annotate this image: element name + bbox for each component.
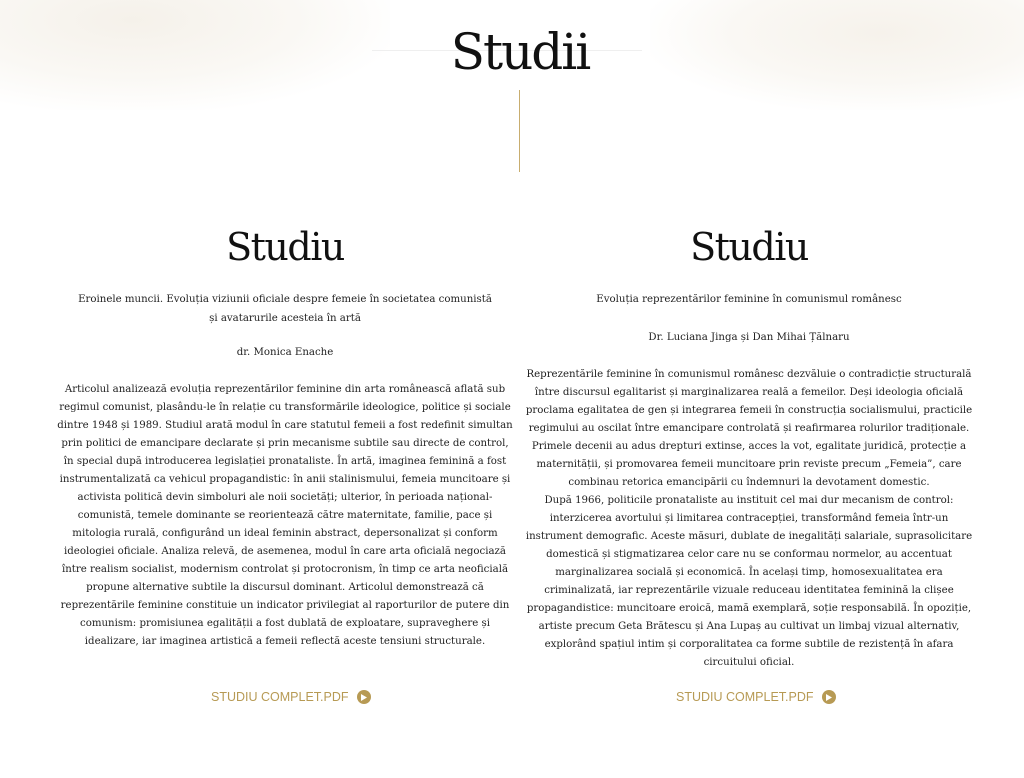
study-1-pdf-link[interactable] (211, 689, 371, 705)
study-heading: Studiu (226, 225, 344, 269)
study-card-1 (56, 226, 514, 651)
play-circle-icon (822, 690, 836, 704)
study-abstract-part-1: Reprezentările feminine în comunismul românesc dezvăluie o contradicție structurală între discursul egalitarist și marginalizarea reală a femeilor. Deși ideologia oficială proclama egalitatea de gen și integrarea femeii în construcția socialismului, practicile regimului au oscilat între emancipare controlată și reafirmarea rolurilor tradiționale. Primele decenii au adus drepturi extinse, acces la vot, egalitate juridică, protecție a maternității, și promovarea femeii muncitoare prin reviste precum „Femeia”, care combinau retorica emancipării cu îndemnuri la devotament domestic. (525, 369, 973, 488)
study-subtitle: Eroinele muncii. Evoluția viziunii oficiale despre femeie în societatea comunistă și avatarurile acesteia în artă (78, 294, 492, 324)
pdf-link-label: STUDIU COMPLET.PDF (211, 690, 349, 704)
study-subtitle: Evoluția reprezentărilor feminine în comunismul românesc (596, 294, 902, 305)
study-heading: Studiu (690, 225, 808, 269)
pdf-link-label: STUDIU COMPLET.PDF (676, 690, 814, 704)
page-title: Studii (450, 23, 590, 81)
study-card-2 (522, 226, 976, 672)
play-circle-icon (357, 690, 371, 704)
study-author: dr. Monica Enache (236, 347, 334, 358)
study-author: Dr. Luciana Jinga și Dan Mihai Țălnaru (648, 332, 850, 343)
vertical-gold-divider (519, 90, 520, 172)
study-2-pdf-link[interactable] (676, 689, 836, 705)
study-abstract-part-2: După 1966, politicile pronataliste au instituit cel mai dur mecanism de control: interzicerea avortului și limitarea contracepției, transformând femeia într-un instrument demografic. Aceste măsuri, dublate de inegalități salariale, suprasolicitare domestică și stigmatizarea celor care nu se conformau normelor, au accentuat marginalizarea socială și economică. În același timp, homosexualitatea era criminalizată, iar reprezentările vizuale reduceau identitatea feminină la clișee propagandistice: muncitoare eroică, mamă exemplară, soție responsabilă. În opoziție, artiste precum Geta Brătescu și Ana Lupaș au cultivat un limbaj vizual alternativ, explorând spațiul intim și corporalitatea ca forme subtile de rezistență în afara circuitului oficial. (525, 495, 973, 668)
study-abstract: Articolul analizează evoluția reprezentărilor feminine din arta românească aflată sub regimul comunist, plasându-le în relație cu transformările ideologice, politice și sociale dintre 1948 și 1989. Studiul arată modul în care statutul femeii a fost redefinit simultan prin politici de emancipare declarate și prin mecanisme subtile sau directe de control, în special după introducerea legislației pronataliste. În artă, imaginea feminină a fost instrumentalizată ca vehicul propagandistic: în anii stalinismului, femeia muncitoare și activista politică devin simboluri ale noii societăți; ulterior, în perioada național-comunistă, temele dominante se reorientează către maternitate, familie, pace și mitologia rurală, configurând un ideal feminin abstract, depersonalizat și conform ideologiei oficiale. Analiza relevă, de asemenea, modul în care arta oficială negociază între realism socialist, modernism controlat și protocronism, în timp ce arta neoficială propune alternative subtile la discursul dominant. Articolul demonstrează că reprezentările feminine constituie un indicator privilegiat al raporturilor de putere din comunism: promisiunea egalității a fost dublată de exploatare, supraveghere și idealizare, iar imaginea artistică a femeii reflectă aceste tensiuni structurale. (57, 384, 513, 647)
